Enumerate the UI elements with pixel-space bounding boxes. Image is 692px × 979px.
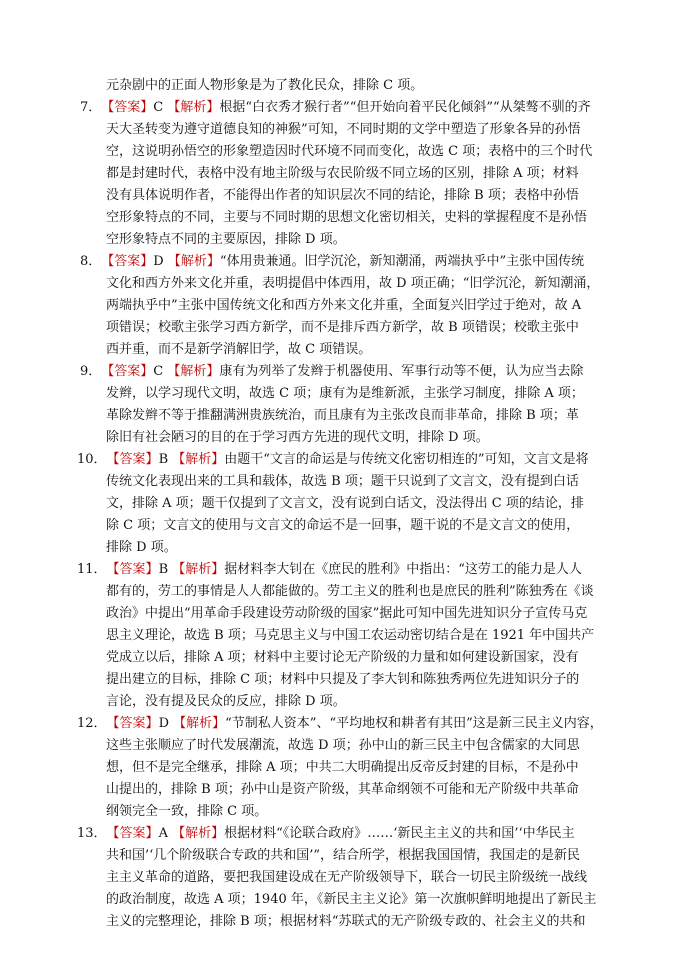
analysis-line: 纲领完全一致，排除 C 项。 [106,804,268,819]
item-number: 7． [80,100,102,115]
analysis-line: 的政治制度，故选 A 项；1940 年，《新民主主义论》第一次旗帜鲜明地提出了新民主 [106,892,597,907]
analysis-tag: 【解析】 [167,100,220,115]
analysis-line: 这些主张顺应了时代发展潮流，故选 D 项；孙中山的新三民主中包含儒家的大同思 [106,738,580,753]
answer-tag: 【答案】 [101,254,154,269]
analysis-text: “节制私人资本”、“平均地权和耕者有其田”这是新三民主义内容， [225,716,603,731]
analysis-line: 空形象特点不同的主要原因，排除 D 项。 [106,232,346,247]
item-12-first-line [77,713,626,735]
answer-letter: B [158,452,169,467]
analysis-tag: 【解析】 [172,562,225,577]
analysis-line: 两端执乎中”主张中国传统文化和西方外来文化并重，全面复兴旧学过于绝对，故 A [106,298,582,313]
answer-tag: 【答案】 [101,364,154,379]
analysis-tag: 【解析】 [173,716,226,731]
analysis-line: 发辫，以学习现代文明，故选 C 项；康有为是维新派，主张学习制度，排除 A 项； [106,386,584,401]
answer-tag: 【答案】 [106,826,159,841]
answer-tag: 【答案】 [106,452,159,467]
analysis-line: 提出建立的目标，排除 C 项；材料中只提及了李大钊和陈独秀两位先进知识分子的 [106,672,580,687]
analysis-text: 根据“白衣秀才猴行者”“但开始向着平民化倾斜”“从桀骜不驯的齐 [219,100,591,115]
item-number: 10． [77,452,107,467]
analysis-line: 言论，没有提及民众的反应，排除 D 项。 [106,694,346,709]
analysis-text: 康有为列举了发辫于机器使用、军事行动等不便，认为应当去除 [219,364,584,379]
analysis-line: 山提出的，排除 B 项；孙中山是资产阶级，其革命纲领不可能和无产阶级中共革命 [106,782,579,797]
analysis-line: 西并重，而不是新学消解旧学，故 C 项错误。 [106,342,372,357]
item-number: 11． [77,562,107,577]
item-number: 8． [80,254,102,269]
analysis-line: 想，但不是完全继承，排除 A 项；中共二大明确提出反帝反封建的目标，不是孙中 [106,760,579,775]
item-number: 12． [77,716,107,731]
item-8-first-line [80,251,626,273]
analysis-line: 文，排除 A 项；题干仅提到了文言文，没有说到白话文，没法得出 C 项的结论，排 [106,496,584,511]
answer-tag: 【答案】 [101,100,154,115]
item-7-first-line [80,97,626,119]
analysis-line: 传统文化表现出来的工具和载体，故选 B 项；题干只说到了文言文，没有提到白话 [106,474,579,489]
analysis-text: “体用贵兼通。旧学沉沦，新知潮涌，两端执乎中”主张中国传统 [219,254,585,269]
analysis-text: 据材料李大钊在《庶民的胜利》中指出：“这劳工的能力是人人 [224,562,582,577]
answer-letter: D [153,254,164,269]
analysis-tag: 【解析】 [167,364,220,379]
analysis-line: 文化和西方外来文化并重，表明提倡中体西用，故 D 项正确；“旧学沉沦，新知潮涌， [106,276,600,291]
analysis-tag: 【解析】 [167,254,220,269]
answer-letter: B [158,562,169,577]
item-number: 13． [77,826,107,841]
item-11-first-line [77,559,626,581]
analysis-line: 思主义理论，故选 B 项；马克思主义与中国工农运动密切结合是在 1921 年中国共产 [106,628,595,643]
analysis-line: 共和国’‘几个阶级联合专政的共和国’”，结合所学，根据我国国情，我国走的是新民 [106,848,581,863]
analysis-line: 天大圣转变为遵守道德良知的神猴”可知，不同时期的文学中塑造了形象各异的孙悟 [106,122,581,137]
answer-letter: C [153,100,164,115]
answer-tag: 【答案】 [106,716,159,731]
answer-letter: D [158,716,169,731]
analysis-line: 排除 D 项。 [106,540,177,555]
analysis-line: 没有具体说明作者，不能得出作者的知识层次不同的结论，排除 B 项；表格中孙悟 [106,188,579,203]
analysis-line: 空，这说明孙悟空的形象塑造因时代环境不同而变化，故选 C 项；表格中的三个时代 [106,144,593,159]
analysis-text: 根据材料“《论联合政府》……‘新民主主义的共和国’‘中华民主 [224,826,575,841]
analysis-line: 项错误；校歌主张学习西方新学，而不是排斥西方新学，故 B 项错误；校歌主张中 [106,320,579,335]
analysis-tag: 【解析】 [172,826,225,841]
answer-letter: A [158,826,168,841]
analysis-line: 主义的完整理论，排除 B 项；根据材料“苏联式的无产阶级专政的、社会主义的共和 [106,914,586,929]
analysis-line: 空形象特点的不同，主要与不同时期的思想文化密切相关，史料的掌握程度不是孙悟 [106,210,588,225]
analysis-line: 革除发辫不等于推翻满洲贵族统治，而且康有为主张改良而非革命，排除 B 项；革 [106,408,579,423]
analysis-line: 除旧有社会陋习的目的在于学习西方先进的现代文明，排除 D 项。 [106,430,489,445]
analysis-line: 政治》中提出“用革命手段建设劳动阶级的国家”据此可知中国先进知识分子宣传马克 [106,606,588,621]
analysis-line: 党成立以后，排除 A 项；材料中主要讨论无产阶级的力量和如何建设新国家，没有 [106,650,579,665]
analysis-line: 都是封建时代，表格中没有地主阶级与农民阶级不同立场的区别，排除 A 项；材料 [106,166,579,181]
item-10-first-line [77,449,626,471]
analysis-line: 主主义革命的道路，要把我国建设成在无产阶级领导下，联合一切民主阶级统一战线 [106,870,588,885]
answer-tag: 【答案】 [106,562,159,577]
analysis-text: 由题干“文言的命运是与传统文化密切相连的”可知，文言文是将 [224,452,589,467]
analysis-line: 除 C 项；文言文的使用与文言文的命运不是一回事，题干说的不是文言文的使用， [106,518,580,533]
answer-letter: C [153,364,164,379]
continuation-line: 元杂剧中的正面人物形象是为了教化民众，排除 C 项。 [106,78,424,93]
item-13-first-line [77,823,626,845]
item-9-first-line [80,361,626,383]
analysis-tag: 【解析】 [172,452,225,467]
item-number: 9． [80,364,102,379]
analysis-line: 都有的，劳工的事情是人人都能做的。劳工主义的胜利也是庶民的胜利”陈独秀在《谈 [106,584,594,599]
